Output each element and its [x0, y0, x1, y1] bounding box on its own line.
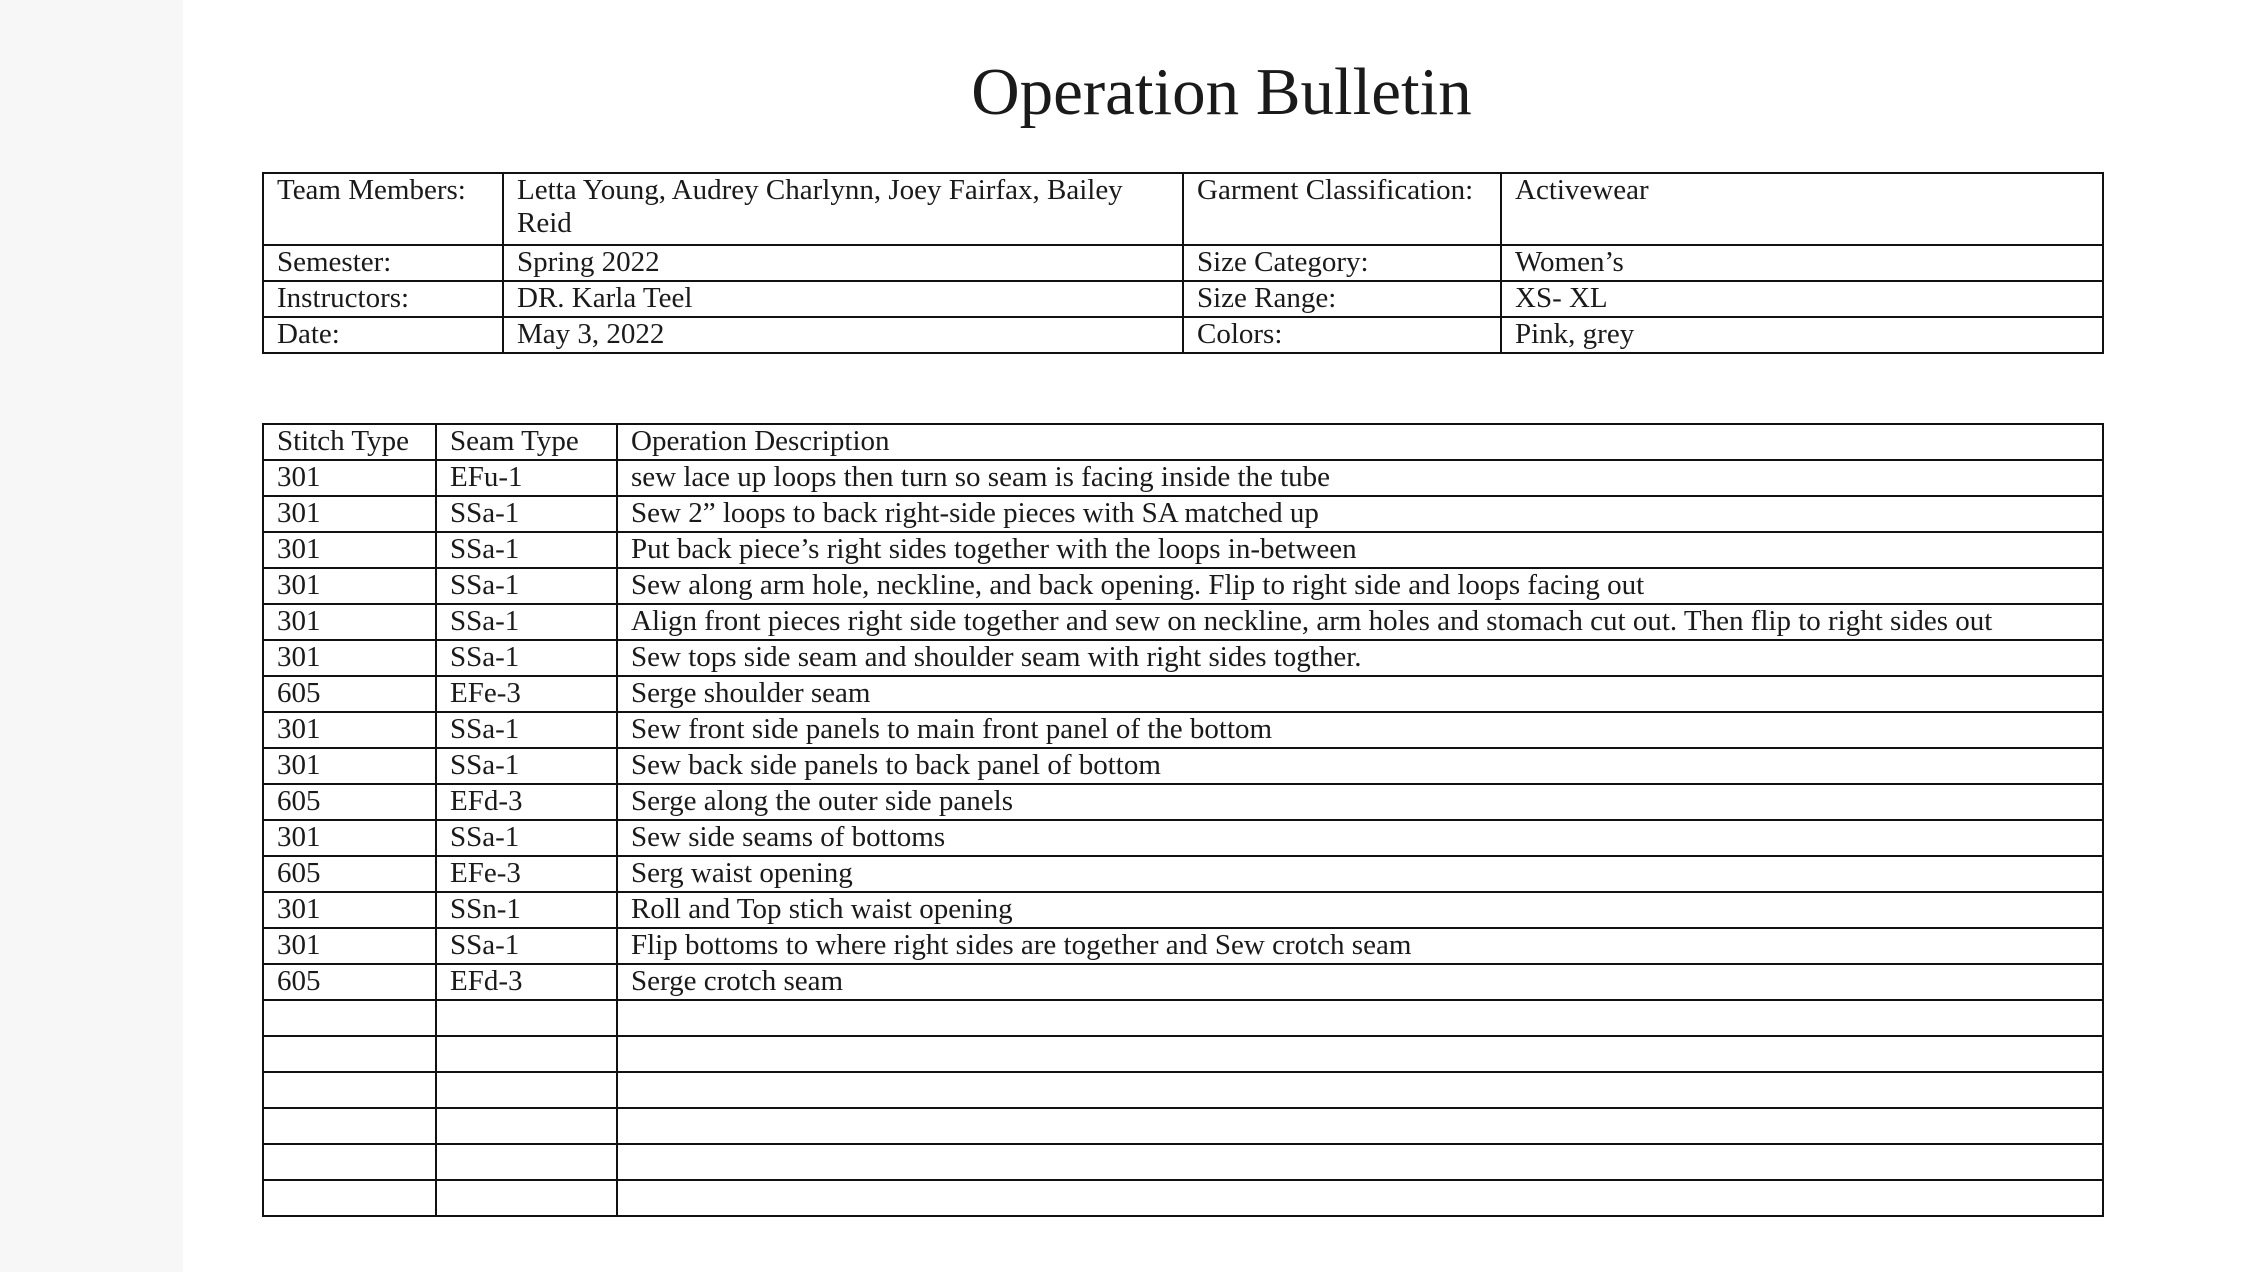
operation-row: [263, 748, 2103, 784]
empty-operation-row: [263, 1180, 2103, 1216]
size-category-value: Women’s: [1501, 245, 2103, 281]
header-operation-description: Operation Description: [617, 424, 2103, 460]
operation-row: [263, 460, 2103, 496]
seam-type-cell: SSa-1: [436, 496, 617, 532]
empty-operation-row: [263, 1144, 2103, 1180]
operation-row: [263, 712, 2103, 748]
operation-description-cell-empty: [617, 1036, 2103, 1072]
operation-description-cell: Serge shoulder seam: [617, 676, 2103, 712]
operations-body: [263, 460, 2103, 1216]
operation-row: [263, 640, 2103, 676]
operation-description-cell-empty: [617, 1144, 2103, 1180]
empty-operation-row: [263, 1072, 2103, 1108]
seam-type-cell-empty: [436, 1072, 617, 1108]
date-label: Date:: [263, 317, 503, 353]
seam-type-cell: SSa-1: [436, 604, 617, 640]
operation-row: [263, 892, 2103, 928]
seam-type-cell-empty: [436, 1036, 617, 1072]
size-range-value: XS- XL: [1501, 281, 2103, 317]
operation-row: [263, 820, 2103, 856]
operation-row: [263, 676, 2103, 712]
stitch-type-cell-empty: [263, 1036, 436, 1072]
stitch-type-cell: 301: [263, 496, 436, 532]
stitch-type-cell: 605: [263, 964, 436, 1000]
seam-type-cell: SSa-1: [436, 640, 617, 676]
stitch-type-cell: 605: [263, 856, 436, 892]
seam-type-cell: EFe-3: [436, 856, 617, 892]
operation-description-cell-empty: [617, 1072, 2103, 1108]
info-table: [262, 172, 2104, 354]
seam-type-cell: SSn-1: [436, 892, 617, 928]
operation-row: [263, 496, 2103, 532]
team-members-label: Team Members:: [263, 173, 503, 245]
seam-type-cell: EFd-3: [436, 964, 617, 1000]
semester-label: Semester:: [263, 245, 503, 281]
operations-table: [262, 423, 2104, 1217]
operation-description-cell-empty: [617, 1108, 2103, 1144]
stitch-type-cell: 301: [263, 640, 436, 676]
seam-type-cell: EFe-3: [436, 676, 617, 712]
stitch-type-cell: 605: [263, 676, 436, 712]
operation-description-cell: Sew along arm hole, neckline, and back opening. Flip to right side and loops facing out: [617, 568, 2103, 604]
garment-classification-value: Activewear: [1501, 173, 2103, 245]
stitch-type-cell: 301: [263, 604, 436, 640]
document-page: [183, 0, 2260, 1272]
operation-row: [263, 532, 2103, 568]
empty-operation-row: [263, 1000, 2103, 1036]
operation-description-cell: Sew front side panels to main front panel of the bottom: [617, 712, 2103, 748]
operation-row: [263, 568, 2103, 604]
operation-description-cell: Sew tops side seam and shoulder seam with right sides togther.: [617, 640, 2103, 676]
page-title: Operation Bulletin: [971, 55, 1472, 129]
seam-type-cell: EFd-3: [436, 784, 617, 820]
operation-description-cell: Sew 2” loops to back right-side pieces with SA matched up: [617, 496, 2103, 532]
operation-description-cell: Serge along the outer side panels: [617, 784, 2103, 820]
date-value: May 3, 2022: [503, 317, 1183, 353]
operation-row: [263, 964, 2103, 1000]
stitch-type-cell-empty: [263, 1000, 436, 1036]
seam-type-cell-empty: [436, 1108, 617, 1144]
size-category-label: Size Category:: [1183, 245, 1501, 281]
operation-description-cell: Put back piece’s right sides together with the loops in-between: [617, 532, 2103, 568]
seam-type-cell-empty: [436, 1144, 617, 1180]
semester-value: Spring 2022: [503, 245, 1183, 281]
operation-description-cell: Sew side seams of bottoms: [617, 820, 2103, 856]
seam-type-cell: SSa-1: [436, 532, 617, 568]
instructors-label: Instructors:: [263, 281, 503, 317]
stitch-type-cell: 301: [263, 568, 436, 604]
seam-type-cell: SSa-1: [436, 928, 617, 964]
operation-description-cell-empty: [617, 1000, 2103, 1036]
operation-description-cell: Flip bottoms to where right sides are together and Sew crotch seam: [617, 928, 2103, 964]
operation-row: [263, 928, 2103, 964]
instructors-value: DR. Karla Teel: [503, 281, 1183, 317]
operation-description-cell: sew lace up loops then turn so seam is facing inside the tube: [617, 460, 2103, 496]
operation-description-cell: Sew back side panels to back panel of bottom: [617, 748, 2103, 784]
stitch-type-cell-empty: [263, 1072, 436, 1108]
operation-description-cell: Serge crotch seam: [617, 964, 2103, 1000]
seam-type-cell: SSa-1: [436, 820, 617, 856]
seam-type-cell: SSa-1: [436, 712, 617, 748]
seam-type-cell-empty: [436, 1180, 617, 1216]
operation-description-cell: Align front pieces right side together and sew on neckline, arm holes and stomach cut out. Then flip to right sides out: [617, 604, 2103, 640]
seam-type-cell: SSa-1: [436, 568, 617, 604]
stitch-type-cell-empty: [263, 1108, 436, 1144]
stitch-type-cell: 301: [263, 712, 436, 748]
header-stitch-type: Stitch Type: [263, 424, 436, 460]
operation-row: [263, 784, 2103, 820]
operation-row: [263, 856, 2103, 892]
stitch-type-cell: 301: [263, 460, 436, 496]
operations-header-row: [263, 424, 2103, 460]
garment-classification-label: Garment Classification:: [1183, 173, 1501, 245]
seam-type-cell: SSa-1: [436, 748, 617, 784]
stitch-type-cell: 301: [263, 820, 436, 856]
colors-label: Colors:: [1183, 317, 1501, 353]
stitch-type-cell: 301: [263, 928, 436, 964]
info-row-instructors: [263, 281, 2103, 317]
operation-description-cell: Serg waist opening: [617, 856, 2103, 892]
info-row-semester: [263, 245, 2103, 281]
empty-operation-row: [263, 1036, 2103, 1072]
team-members-value: Letta Young, Audrey Charlynn, Joey Fairfax, Bailey Reid: [503, 173, 1183, 245]
stitch-type-cell: 301: [263, 748, 436, 784]
seam-type-cell-empty: [436, 1000, 617, 1036]
stitch-type-cell-empty: [263, 1144, 436, 1180]
stitch-type-cell: 301: [263, 892, 436, 928]
stitch-type-cell: 605: [263, 784, 436, 820]
operation-row: [263, 604, 2103, 640]
stitch-type-cell: 301: [263, 532, 436, 568]
size-range-label: Size Range:: [1183, 281, 1501, 317]
stitch-type-cell-empty: [263, 1180, 436, 1216]
empty-operation-row: [263, 1108, 2103, 1144]
seam-type-cell: EFu-1: [436, 460, 617, 496]
info-row-date: [263, 317, 2103, 353]
operation-description-cell: Roll and Top stich waist opening: [617, 892, 2103, 928]
header-seam-type: Seam Type: [436, 424, 617, 460]
colors-value: Pink, grey: [1501, 317, 2103, 353]
operation-description-cell-empty: [617, 1180, 2103, 1216]
info-row-team: [263, 173, 2103, 245]
